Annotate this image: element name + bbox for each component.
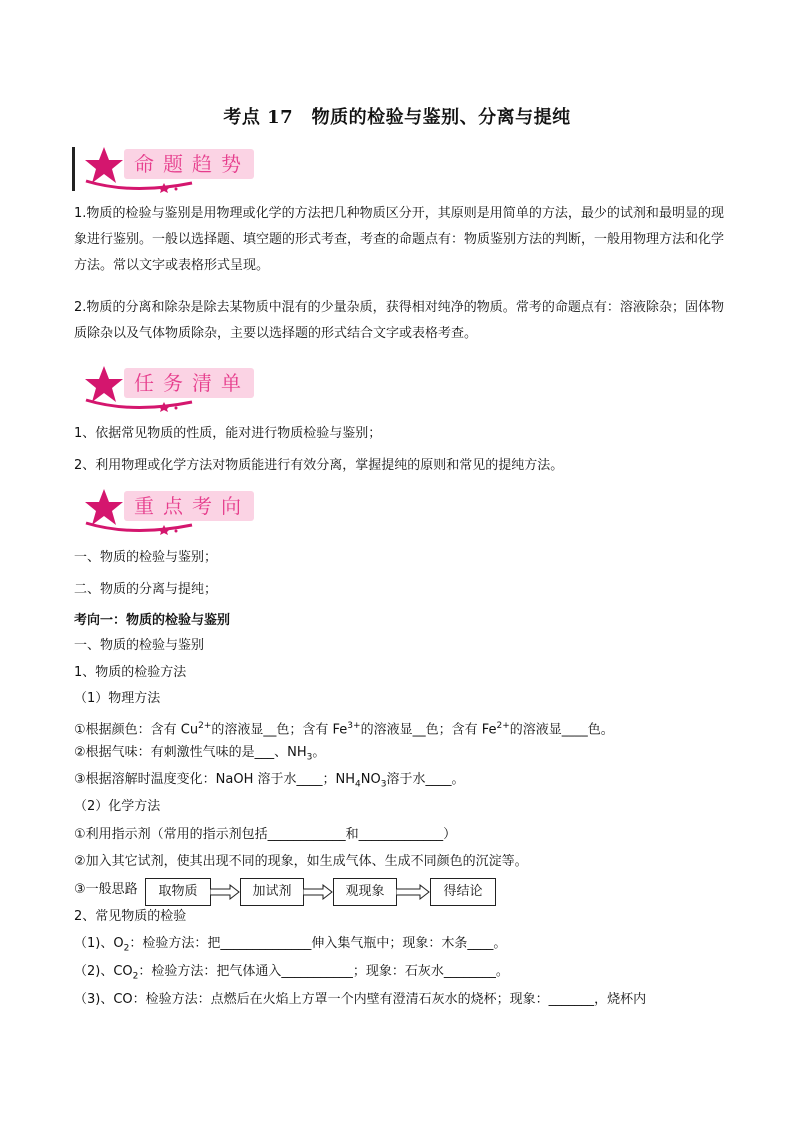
flow-step-observe: 观现象 [333, 878, 397, 906]
section-banner-tasks [72, 362, 262, 412]
section-heading: 考向一：物质的检验与鉴别 [74, 613, 231, 628]
arrow-right-icon [303, 884, 333, 900]
banner-title: 重点考向 [134, 494, 250, 518]
focus-item-2: 二、物质的分离与提纯； [74, 582, 218, 597]
section-banner-focus [72, 485, 262, 535]
arrow-right-icon [396, 884, 430, 900]
flow-step-conclude: 得结论 [430, 878, 496, 906]
focus-item-1: 一、物质的检验与鉴别； [74, 550, 218, 565]
methods-heading: 1、物质的检验方法 [74, 665, 187, 680]
banner-title: 任务清单 [134, 371, 250, 395]
sub-heading: 一、物质的检验与鉴别 [74, 638, 205, 653]
indicator-line: ①利用指示剂（常用的指示剂包括____________和_____________） [74, 827, 457, 842]
flow-step-take-substance: 取物质 [145, 878, 211, 906]
section-banner-trend [72, 143, 262, 193]
physical-heading: （1）物理方法 [74, 691, 161, 706]
smell-method-line: ②根据气味：有刺激性气味的是___、$NH_3$。 [74, 745, 326, 763]
temperature-method-line: ③根据溶解时温度变化：NaOH 溶于水____；$NH_4NO_3$溶于水____。 [74, 772, 465, 790]
trend-paragraph-2: 2.物质的分离和除杂是除去某物质中混有的少量杂质，获得相对纯净的物质。常考的命题点有：溶液除杂；固体物质除杂以及气体物质除杂，主要以选择题的形式结合文字或表格考查。 [74, 300, 724, 341]
common-heading: 2、常见物质的检验 [74, 909, 187, 924]
page-title: 考点 17 物质的检验与鉴别、分离与提纯 [223, 107, 571, 128]
task-item-1: 1、依据常见物质的性质，能对进行物质检验与鉴别； [74, 426, 382, 441]
trend-paragraph-1: 1.物质的检验与鉴别是用物理或化学的方法把几种物质区分开，其原则是用简单的方法，最少的试剂和最明显的现象进行鉴别。一般以选择题、填空题的形式考查，考查的命题点有：物质鉴别方法的判断，一般用物理方法和化学方法。常以文字或表格形式呈现。 [74, 206, 725, 273]
co-test-line: （3)、CO：检验方法：点燃后在火焰上方罩一个内壁有澄清石灰水的烧杯；现象：_______，烧杯内 [74, 992, 647, 1007]
reagent-line: ②加入其它试剂，使其出现不同的现象，如生成气体、生成不同颜色的沉淀等。 [74, 854, 528, 869]
arrow-right-icon [210, 884, 240, 900]
color-method-line: ①根据颜色：含有 $Cu^{2+}$的溶液显__色；含有 $Fe^{3+}$的溶液显__色；含有 $Fe^{2+}$的溶液显____色。 [74, 721, 614, 738]
o2-test-line: （1)、$O_2$：检验方法：把______________伸入集气瓶中；现象：木条____。 [74, 936, 507, 954]
flow-label: ③一般思路 [74, 882, 138, 897]
co2-test-line: （2)、$CO_2$：检验方法：把气体通入___________；现象：石灰水________。 [74, 964, 509, 982]
chemical-heading: （2）化学方法 [74, 799, 161, 814]
task-item-2: 2、利用物理或化学方法对物质能进行有效分离，掌握提纯的原则和常见的提纯方法。 [74, 458, 564, 473]
flow-step-add-reagent: 加试剂 [240, 878, 304, 906]
banner-title: 命题趋势 [134, 152, 250, 176]
